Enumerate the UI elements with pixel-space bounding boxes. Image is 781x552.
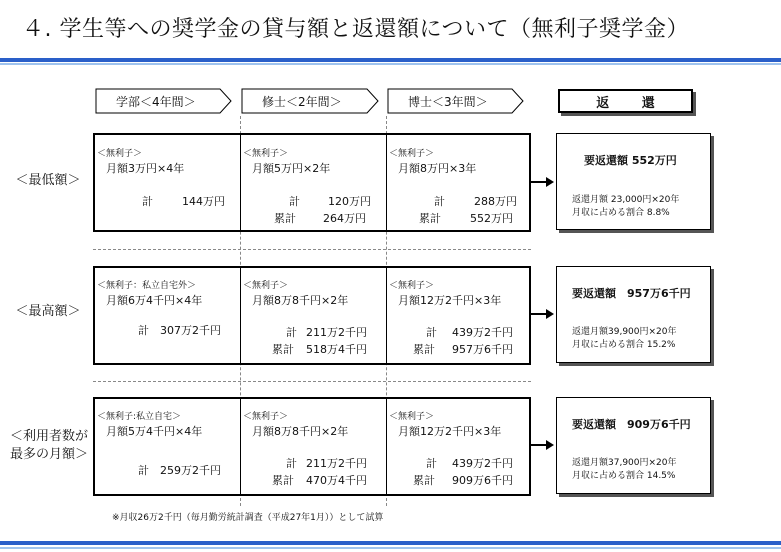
- dashed-row-separator-2: [93, 381, 531, 382]
- cell-tag: ＜無利子:私立自宅＞: [97, 412, 182, 422]
- cell-total-label: 計: [434, 195, 445, 208]
- cell-monthly: 月額3万円×4年: [106, 162, 185, 175]
- cell-total-label: 計: [286, 326, 297, 339]
- header-rule-light: [0, 63, 781, 65]
- cell-cumulative-label: 累計: [272, 474, 294, 487]
- cell-monthly: 月額5万円×2年: [252, 162, 331, 175]
- result-monthly-repay: 返還月額37,900円×20年: [572, 458, 677, 468]
- footnote: ※月収26万2千円（毎月勤労統計調査（平成27年1月））として試算: [112, 513, 384, 523]
- cell-cumulative-label: 累計: [272, 343, 294, 356]
- cell-tag: ＜無利子＞: [243, 281, 289, 291]
- cell-monthly: 月額8万円×3年: [398, 162, 477, 175]
- cell-cumulative: 264万円: [323, 212, 366, 225]
- cell-total: 439万2千円: [452, 326, 513, 339]
- cell-total: 144万円: [182, 195, 225, 208]
- cell-monthly: 月額8万8千円×2年: [252, 294, 349, 307]
- cell-cumulative: 552万円: [470, 212, 513, 225]
- cell-tag: ＜無利子＞: [243, 149, 289, 159]
- cell-tag: ＜無利子：私立自宅外＞: [97, 281, 197, 291]
- cell-total: 259万2千円: [160, 464, 221, 477]
- cell-total-label: 計: [289, 195, 300, 208]
- cell-total-label: 計: [286, 457, 297, 470]
- cell-monthly: 月額6万4千円×4年: [106, 294, 203, 307]
- column-header-masters: 修士＜2年間＞: [262, 94, 342, 109]
- page-title: ４. 学生等への奨学金の貸与額と返還額について（無利子奨学金）: [22, 17, 690, 42]
- row-divider: [386, 397, 387, 496]
- row-divider: [240, 133, 241, 232]
- row-box-min: [93, 133, 531, 232]
- header-rule: [0, 58, 781, 62]
- result-required: 要返還額 957万6千円: [572, 287, 691, 300]
- footer-rule: [0, 541, 781, 545]
- row-divider: [240, 397, 241, 496]
- cell-cumulative-label: 累計: [274, 212, 296, 225]
- result-ratio: 月収に占める割合 8.8%: [572, 208, 670, 218]
- result-ratio: 月収に占める割合 15.2%: [572, 340, 676, 350]
- arrow-right-icon: [546, 177, 554, 187]
- cell-cumulative: 957万6千円: [452, 343, 513, 356]
- cell-tag: ＜無利子＞: [389, 149, 435, 159]
- cell-cumulative: 518万4千円: [306, 343, 367, 356]
- cell-monthly: 月額8万8千円×2年: [252, 425, 349, 438]
- arrow-right-icon: [546, 440, 554, 450]
- cell-cumulative-label: 累計: [413, 474, 435, 487]
- result-monthly-repay: 返還月額39,900円×20年: [572, 327, 677, 337]
- cell-tag: ＜無利子＞: [243, 412, 289, 422]
- row-label-line: 最多の月額＞: [9, 447, 88, 462]
- cell-total: 439万2千円: [452, 457, 513, 470]
- row-divider: [386, 133, 387, 232]
- dashed-row-separator-1: [93, 249, 531, 250]
- footer-rule-light: [0, 547, 781, 549]
- row-label-min: ＜最低額＞: [15, 173, 81, 188]
- result-monthly-repay: 返還月額 23,000円×20年: [572, 195, 680, 205]
- repayment-header: 返 還: [558, 89, 693, 113]
- cell-cumulative-label: 累計: [419, 212, 441, 225]
- arrow-line: [531, 181, 547, 183]
- result-ratio: 月収に占める割合 14.5%: [572, 471, 676, 481]
- cell-total-label: 計: [142, 195, 153, 208]
- result-required: 要返還額 552万円: [584, 154, 677, 167]
- cell-tag: ＜無利子＞: [389, 412, 435, 422]
- arrow-line: [531, 444, 547, 446]
- cell-cumulative: 909万6千円: [452, 474, 513, 487]
- row-label-max: ＜最高額＞: [15, 304, 81, 319]
- column-header-undergrad: 学部＜4年間＞: [116, 94, 196, 109]
- cell-total: 211万2千円: [306, 326, 367, 339]
- cell-total-label: 計: [426, 326, 437, 339]
- row-divider: [386, 266, 387, 365]
- cell-tag: ＜無利子＞: [389, 281, 435, 291]
- column-header-doctoral: 博士＜3年間＞: [408, 94, 488, 109]
- arrow-line: [531, 313, 547, 315]
- cell-monthly: 月額12万2千円×3年: [398, 425, 502, 438]
- cell-tag: ＜無利子＞: [97, 149, 143, 159]
- cell-cumulative-label: 累計: [413, 343, 435, 356]
- cell-total-label: 計: [426, 457, 437, 470]
- cell-total: 120万円: [328, 195, 371, 208]
- row-divider: [240, 266, 241, 365]
- arrow-right-icon: [546, 309, 554, 319]
- cell-total: 211万2千円: [306, 457, 367, 470]
- cell-monthly: 月額5万4千円×4年: [106, 425, 203, 438]
- cell-total: 288万円: [474, 195, 517, 208]
- row-label-most-common: [6, 428, 92, 464]
- cell-total: 307万2千円: [160, 324, 221, 337]
- result-required: 要返還額 909万6千円: [572, 418, 691, 431]
- cell-cumulative: 470万4千円: [306, 474, 367, 487]
- cell-monthly: 月額12万2千円×3年: [398, 294, 502, 307]
- row-label-line: ＜利用者数が: [9, 429, 88, 444]
- cell-total-label: 計: [138, 324, 149, 337]
- cell-total-label: 計: [138, 464, 149, 477]
